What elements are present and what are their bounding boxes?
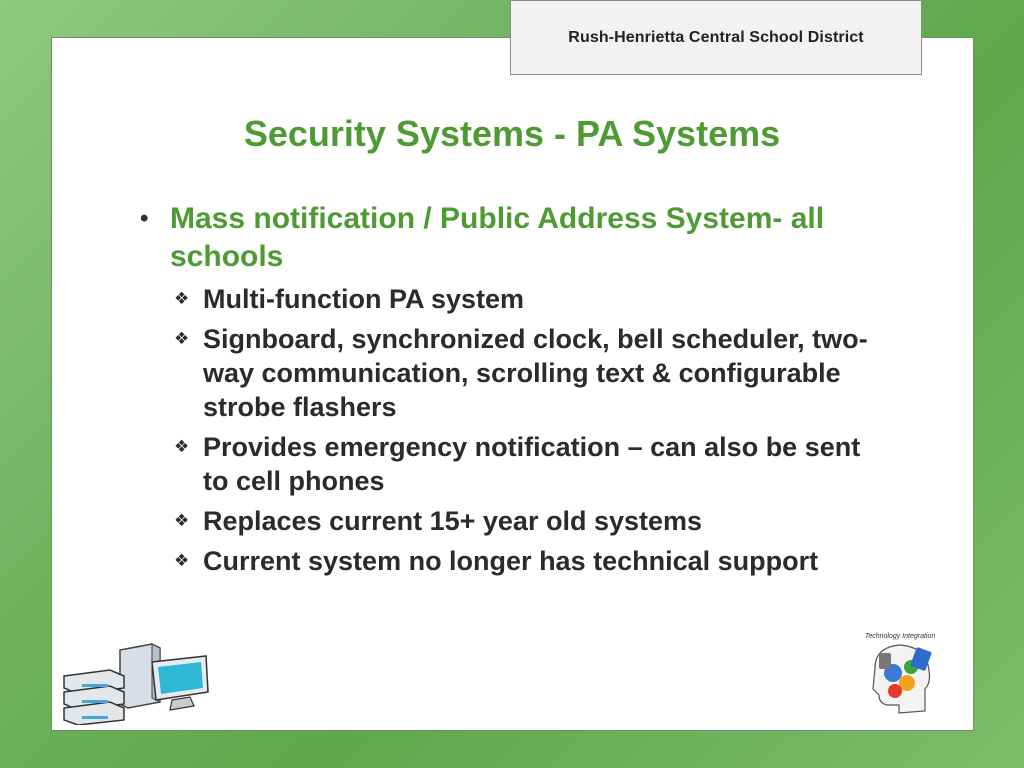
sub-bullet <box>172 322 880 424</box>
district-header <box>510 0 922 75</box>
diamond-bullet-icon: ❖ <box>174 289 190 308</box>
sub-bullet-text: Multi-function PA system <box>203 284 525 314</box>
sub-bullet-text: Signboard, synchronized clock, bell scheduler, two-way communication, scrolling text & configurable strobe flashers <box>203 324 868 422</box>
bullet-dot-icon: • <box>140 205 149 232</box>
sub-bullet <box>172 504 880 538</box>
district-name: Rush-Henrietta Central School District <box>568 28 864 46</box>
sub-bullet-text: Current system no longer has technical support <box>203 546 819 576</box>
sub-bullet <box>172 282 880 316</box>
slide-content <box>140 200 880 584</box>
technology-integration-logo <box>855 633 945 718</box>
server-computer-icon <box>60 640 210 725</box>
diamond-bullet-icon: ❖ <box>174 511 190 530</box>
sub-bullet-list <box>140 282 880 578</box>
sub-bullet-text: Replaces current 15+ year old systems <box>203 506 703 536</box>
sub-bullet-text: Provides emergency notification – can also be sent to cell phones <box>203 432 861 496</box>
logo-caption: Technology Integration <box>864 633 936 640</box>
slide-title: Security Systems - PA Systems <box>243 113 781 154</box>
sub-bullet <box>172 430 880 498</box>
diamond-bullet-icon: ❖ <box>174 551 190 570</box>
diamond-bullet-icon: ❖ <box>174 437 190 456</box>
sub-bullet <box>172 544 880 578</box>
main-bullet <box>140 200 880 276</box>
head-gears-icon <box>855 633 945 718</box>
diamond-bullet-icon: ❖ <box>174 329 190 348</box>
main-bullet-text: Mass notification / Public Address System- all schools <box>170 202 825 273</box>
